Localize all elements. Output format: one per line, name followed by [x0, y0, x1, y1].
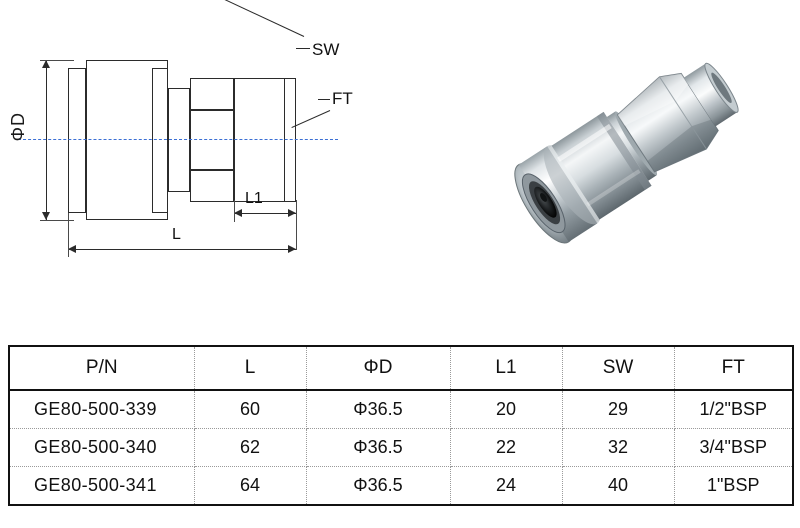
- table-row: [9, 429, 793, 467]
- hex-nut-bottom: [190, 170, 234, 202]
- sw-leader-line: [220, 0, 304, 37]
- table-row: [9, 390, 793, 429]
- coupler-sleeve: [68, 68, 86, 213]
- l1-dimension-line: [234, 213, 296, 214]
- spec-table-container: [8, 345, 792, 506]
- coupler-body-ring: [152, 68, 168, 213]
- l1-arrow-right: [288, 209, 296, 217]
- hex-nut-middle: [190, 110, 234, 170]
- l1-ext-left: [234, 200, 235, 222]
- hex-nut-top: [190, 78, 234, 110]
- l-dimension-line: [68, 249, 296, 250]
- cell-phid: Φ36.5: [306, 467, 450, 506]
- header-l1: L1: [450, 346, 562, 390]
- phid-ext-top: [40, 60, 74, 61]
- phid-arrow-up: [42, 60, 50, 68]
- cell-phid: Φ36.5: [306, 429, 450, 467]
- cell-ft: 3/4"BSP: [674, 429, 793, 467]
- phid-dimension-line: [46, 60, 47, 220]
- header-ft: FT: [674, 346, 793, 390]
- phid-label: ΦD: [8, 112, 28, 142]
- cell-l1: 24: [450, 467, 562, 506]
- cell-pn: GE80-500-341: [9, 467, 194, 506]
- l1-arrow-left: [234, 209, 242, 217]
- table-row: [9, 467, 793, 506]
- spec-table: [8, 345, 794, 506]
- ft-leader-line: [291, 110, 330, 128]
- spec-table-body: [9, 390, 793, 505]
- header-pn: P/N: [9, 346, 194, 390]
- technical-drawing: [0, 0, 400, 300]
- l-label: L: [172, 226, 181, 243]
- cell-pn: GE80-500-339: [9, 390, 194, 429]
- header-l: L: [194, 346, 306, 390]
- sw-label: SW: [312, 40, 340, 59]
- header-sw: SW: [562, 346, 674, 390]
- l1-label: L1: [245, 190, 263, 207]
- cell-l: 62: [194, 429, 306, 467]
- l-arrow-right: [288, 245, 296, 253]
- cell-l1: 22: [450, 429, 562, 467]
- l1-ext-right: [296, 200, 297, 250]
- cell-pn: GE80-500-340: [9, 429, 194, 467]
- spec-table-head: [9, 346, 793, 390]
- table-header-row: [9, 346, 793, 390]
- cell-phid: Φ36.5: [306, 390, 450, 429]
- center-line: [18, 139, 338, 140]
- coupler-neck: [168, 88, 190, 192]
- female-thread-end: [234, 78, 296, 202]
- header-phid: ΦD: [306, 346, 450, 390]
- l-arrow-left: [68, 245, 76, 253]
- ft-label: FT: [332, 89, 353, 108]
- cell-sw: 40: [562, 467, 674, 506]
- cell-l1: 20: [450, 390, 562, 429]
- cell-sw: 29: [562, 390, 674, 429]
- cell-ft: 1/2"BSP: [674, 390, 793, 429]
- l-ext-left: [68, 213, 69, 257]
- cell-sw: 32: [562, 429, 674, 467]
- thread-inner-line: [284, 78, 285, 202]
- cell-l: 60: [194, 390, 306, 429]
- ft-leader-horizontal: [318, 99, 330, 100]
- phid-arrow-down: [42, 212, 50, 220]
- product-photo: [470, 40, 760, 275]
- coupler-photo-svg: [470, 40, 760, 275]
- cell-l: 64: [194, 467, 306, 506]
- sw-leader-horizontal: [296, 48, 310, 49]
- cell-ft: 1"BSP: [674, 467, 793, 506]
